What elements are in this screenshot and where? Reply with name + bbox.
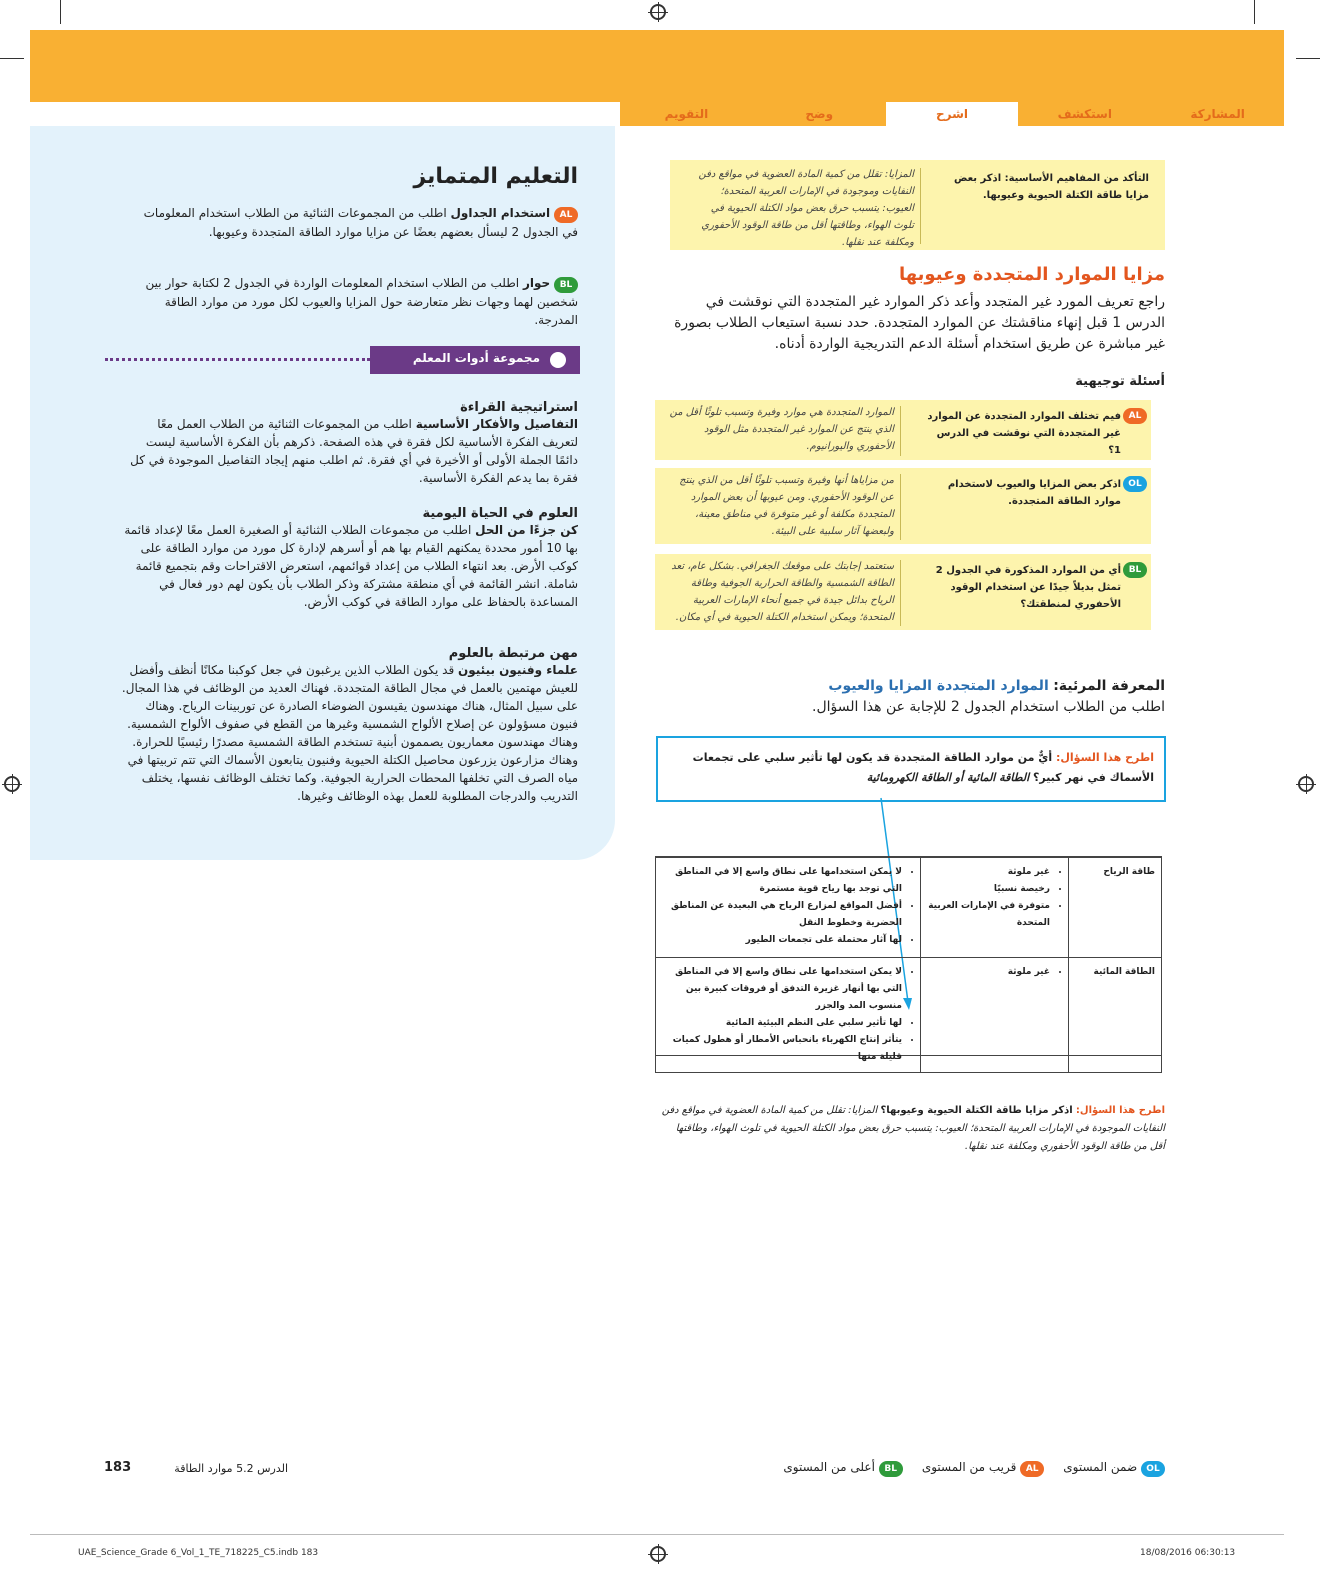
level-legend xyxy=(770,1460,1165,1477)
tab-explain[interactable]: اشرح xyxy=(886,102,1019,126)
list-item: • لها تأثير سلبي على النظم البيئية المائية xyxy=(662,1015,902,1032)
lesson-tabs xyxy=(620,102,1284,126)
visual-text: اطلب من الطلاب استخدام الجدول 2 للإجابة عن هذا السؤال. xyxy=(812,699,1165,715)
registration-mark-left xyxy=(4,776,20,792)
bottom-question-answer: المزايا: تقلل من كمية المادة العضوية في مواقع دفن النفايات الموجودة في الإمارات العربية المتحدة؛ العيوب: يتسبب حرق بعض مواد الكتلة الحيوية في تلوث الهواء، وطاقتها أقل من طاقة الوقود الأحفوري ومكلفة عند نقلها. xyxy=(661,1105,1165,1152)
al-paragraph xyxy=(130,204,578,241)
careers xyxy=(120,646,578,805)
al-badge: AL xyxy=(554,207,578,223)
guiding-box-bl xyxy=(655,554,1151,630)
bottom-question-text: اذكر مزايا طاقة الكتلة الحيوية وعيوبها؟ xyxy=(880,1105,1073,1116)
tab-evaluate[interactable]: التقويم xyxy=(664,107,709,121)
table-cell-disadvantages xyxy=(656,958,921,1073)
bottom-question-label: اطرح هذا السؤال: xyxy=(1075,1105,1165,1116)
guiding-ol-badge: OL xyxy=(1123,476,1147,492)
key-concept-answer: المزايا: تقلل من كمية المادة العضوية في مواقع دفن النفايات وموجودة في الإمارات العربية المتحدة؛ العيوب: يتسبب حرق بعض مواد الكتلة الحيوية في تلوث الهواء، وطاقتها أقل من طاقة الوقود الأحفوري ومكلفة عند نقلها. xyxy=(698,169,914,248)
reading-sub: التفاصيل والأفكار الأساسية xyxy=(415,417,578,431)
ask-question-box xyxy=(656,736,1166,802)
key-concept-divider xyxy=(920,168,921,244)
key-concept-question: التأكد من المفاهيم الأساسية: اذكر بعض مزايا طاقة الكتلة الحيوية وعيوبها. xyxy=(954,173,1149,201)
list-item: • لها آثار محتملة على تجمعات الطيور xyxy=(662,932,902,949)
bl-label: حوار xyxy=(522,276,551,290)
careers-text: قد يكون الطلاب الذين يرغبون في جعل كوكبنا مكانًا أنظف وأفضل للعيش مهتمين بالعمل في مجال الطاقة المتجددة. فهناك العديد من الوظائف في هذا المجال. على سبيل المثال، هناك مهندسون يقيسون الضوضاء الصادرة عن توربينات الرياح. وهناك فنيون مسؤولون عن إصلاح الألواح الشمسية وغيرها من القطع في صفوف الألواح الشمسية. وهناك مهندسون معماريون يصممون أبنية تستخدم الطاقة الشمسية مصدرًا رئيسيًا للحرارة. وهناك مزارعون يزرعون محاصيل الكتلة الحيوية وفنيون يتابعون الأسماك التي تتم تربيتها في مياه الصرف التي تخلفها المحطات الحرارية الجوفية. وكما تختلف الوظائف نفسها، يختلف التدريب والدرجات المطلوبة للعمل بهذه الوظائف وغيرها. xyxy=(121,663,578,803)
guiding-al-divider xyxy=(900,406,901,456)
table-row xyxy=(656,858,1162,958)
list-item: • لا يمكن استخدامها على نطاق واسع إلا في المناطق التي بها أنهار غزيرة التدفق أو فروقات كبيرة بين منسوب المد والجزر xyxy=(662,964,902,1015)
header-band xyxy=(30,30,1284,102)
guiding-bl-divider xyxy=(900,560,901,626)
section-text: راجع تعريف المورد غير المتجدد وأعد ذكر الموارد غير المتجددة التي نوقشت في الدرس 1 قبل إنهاء مناقشتك عن الموارد المتجددة. حدد نسبة استيعاب الطلاب بصورة غير مباشرة عن طريق استخدام أسئلة الدعم التدريجية الواردة أدناه. xyxy=(674,294,1165,352)
table-cell-advantages xyxy=(921,958,1069,1073)
guiding-box-ol xyxy=(655,468,1151,544)
list-item: • متوفرة في الإمارات العربية المتحدة xyxy=(927,898,1050,932)
list-item: • لا يمكن استخدامها على نطاق واسع إلا في المناطق التي توجد بها رياح قوية مستمرة xyxy=(662,864,902,898)
legend-ol-text: ضمن المستوى xyxy=(1063,1460,1138,1474)
lesson-label: الدرس 5.2 موارد الطاقة xyxy=(174,1462,288,1475)
ask-question-text: أيٌّ من موارد الطاقة المتجددة قد يكون لها تأثير سلبي على تجمعات الأسماك في نهر كبير؟ xyxy=(692,751,1154,784)
bl-badge: BL xyxy=(554,277,578,293)
table-cell-disadvantages xyxy=(656,858,921,958)
al-text: اطلب من المجموعات الثنائية من الطلاب استخدام المعلومات في الجدول 2 ليسأل بعضهم بعضًا عن مزايا موارد الطاقة المتجددة وعيوبها. xyxy=(143,206,578,239)
guiding-ol-answer: من مزاياها أنها وفيرة وتسبب تلوثًا أقل من الذي ينتج عن الوقود الأحفوري. ومن عيوبها أن بعض الموارد المتجددة مكلفة أو غير متوفرة في مناطق معينة، ولبعضها آثار سلبية على البيئة. xyxy=(679,475,894,537)
registration-mark-right xyxy=(1298,776,1314,792)
al-label: استخدام الجداول xyxy=(450,206,551,220)
bottom-question xyxy=(660,1102,1165,1156)
renewables-table xyxy=(655,857,1162,1073)
footer-rule xyxy=(30,1534,1284,1535)
guiding-al-answer: الموارد المتجددة هي موارد وفيرة وتسبب تلوثًا أقل من الذي ينتج عن الموارد غير المتجددة مثل الوقود الأحفوري واليورانيوم. xyxy=(669,407,894,452)
bl-text: اطلب من الطلاب استخدام المعلومات الواردة في الجدول 2 لكتابة حوار بين شخصين لهما وجهات نظر متعارضة حول المزايا والعيوب لكل مورد من موارد الطاقة المدرجة. xyxy=(145,276,578,327)
registration-mark-top xyxy=(650,4,666,20)
toolkit-title: مجموعة أدوات المعلم xyxy=(412,351,540,365)
table-row xyxy=(656,958,1162,1073)
legend-al-text: قريب من المستوى xyxy=(921,1460,1017,1474)
table-cell-resource: طاقة الرياح xyxy=(1069,858,1162,958)
tab-elaborate[interactable]: وضح xyxy=(805,107,834,121)
visual-label: المعرفة المرئية: xyxy=(1053,678,1165,694)
list-item: • أفضل المواقع لمزارع الرياح هي البعيدة عن المناطق الحضرية وخطوط النقل xyxy=(662,898,902,932)
guiding-title: أسئلة توجيهية xyxy=(1075,374,1165,389)
bl-paragraph xyxy=(120,274,578,329)
tab-engage[interactable]: المشاركة xyxy=(1190,107,1245,121)
guiding-al-question: فيم تختلف الموارد المتجددة عن الموارد غير المتجددة التي نوقشت في الدرس 1؟ xyxy=(927,411,1121,456)
daily-life xyxy=(120,506,578,611)
toolkit-dots xyxy=(105,358,370,361)
ask-question-content xyxy=(668,748,1154,788)
toolkit-banner xyxy=(370,346,580,374)
ask-question-label: اطرح هذا السؤال: xyxy=(1055,751,1154,764)
daily-sub: كن جزءًا من الحل xyxy=(475,523,578,537)
guiding-bl-badge: BL xyxy=(1123,562,1147,578)
careers-sub: علماء وفنيون بيئيون xyxy=(458,663,578,677)
daily-text: اطلب من مجموعات الطلاب الثنائية أو الصغيرة العمل معًا لإعداد قائمة بها 10 أمور محددة يمكنهم القيام بها هم أو أسرهم لإدارة كل مورد من موارد الطاقة على كوكب الأرض. بعد انتهاء الطلاب من إعداد قوائمهم، استعرض الاقتراحات وقم بتجميع قائمة شاملة. انشر القائمة في أي منطقة مشتركة وذكر الطلاب بأن يكون لهم دور فعال في المساعدة بالحفاظ على موارد الطاقة في كوكب الأرض. xyxy=(124,523,578,609)
toolkit-circle-icon xyxy=(550,352,566,368)
visual-literacy xyxy=(660,676,1165,718)
page-number: 183 xyxy=(104,1460,132,1475)
guiding-ol-divider xyxy=(900,474,901,540)
reading-text: اطلب من المجموعات الثنائية من الطلاب العمل معًا لتعريف الفكرة الأساسية لكل فقرة في هذه الصفحة. ذكرهم بأن الفكرة الأساسية ليست دائمًا الجملة الأولى أو الأخيرة في أي فقرة. ثم اطلب منهم إيجاد التفاصيل الموجودة في كل فقرة بما يدعم الفكرة الأساسية. xyxy=(130,417,578,485)
print-date: 18/08/2016 06:30:13 xyxy=(1140,1548,1236,1558)
registration-mark-bottom xyxy=(650,1546,666,1562)
differentiated-title: التعليم المتمايز xyxy=(413,164,578,189)
guiding-al-badge: AL xyxy=(1123,408,1147,424)
guiding-bl-answer: ستعتمد إجابتك على موقعك الجغرافي. بشكل عام، تعد الطاقة الشمسية والطاقة الحرارية الجوفية وطاقة الرياح بدائل جيدة في جميع أنحاء الإمارات العربية المتحدة؛ ويمكن استخدام الكتلة الحيوية في أي مكان. xyxy=(671,561,894,623)
legend-al-badge: AL xyxy=(1020,1461,1044,1477)
key-concept-box xyxy=(670,160,1165,250)
careers-title: مهن مرتبطة بالعلوم xyxy=(448,646,578,661)
renewables-table-excerpt xyxy=(655,856,1162,1062)
table-cell-advantages xyxy=(921,858,1069,958)
legend-ol-badge: OL xyxy=(1141,1461,1165,1477)
legend-bl-badge: BL xyxy=(879,1461,903,1477)
legend-bl-text: أعلى من المستوى xyxy=(783,1460,875,1474)
tab-explore[interactable]: استكشف xyxy=(1057,107,1112,121)
list-item: • يتأثر إنتاج الكهرباء بانحباس الأمطار أو هطول كميات قليلة منها xyxy=(662,1032,902,1066)
guiding-ol-question: اذكر بعض المزايا والعيوب لاستخدام موارد الطاقة المتجددة. xyxy=(947,479,1121,507)
guiding-bl-question: أي من الموارد المذكورة في الجدول 2 تمثل بديلاً جيدًا عن استخدام الوقود الأحفوري لمنطقتك؟ xyxy=(935,565,1121,610)
list-item: • رخيصة نسبيًا xyxy=(927,881,1050,898)
visual-title: الموارد المتجددة المزايا والعيوب xyxy=(828,678,1049,694)
daily-title: العلوم في الحياة اليومية xyxy=(422,506,578,521)
guiding-box-al xyxy=(655,400,1151,460)
table-cell-resource: الطاقة المائية xyxy=(1069,958,1162,1073)
list-item: • غير ملوثة xyxy=(927,864,1050,881)
file-slug: UAE_Science_Grade 6_Vol_1_TE_718225_C5.indb 183 xyxy=(78,1548,319,1558)
section-title: مزايا الموارد المتجددة وعيوبها xyxy=(899,264,1165,285)
list-item: • غير ملوثة xyxy=(927,964,1050,981)
reading-title: استراتيجية القراءة xyxy=(460,400,578,415)
reading-strategy xyxy=(120,400,578,487)
ask-question-answer: الطاقة المائية أو الطاقة الكهرومائية xyxy=(866,771,1030,784)
